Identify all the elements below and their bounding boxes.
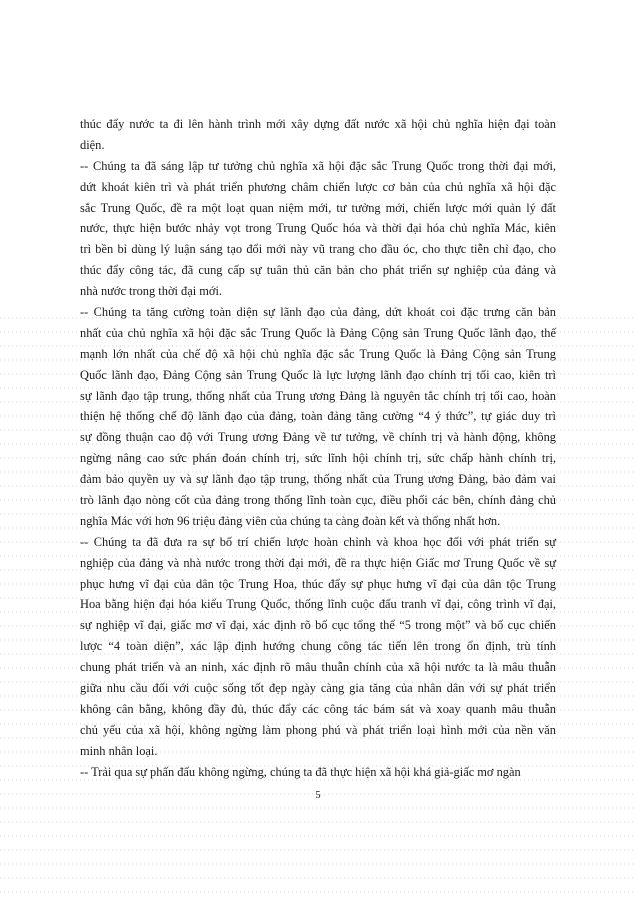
text-line: mạnh lớn nhất của chế độ xã hội chủ nghĩa đặc sắc Trung Quốc là Đảng Cộng sản Trung xyxy=(80,346,556,361)
text-line: sắc Trung Quốc, đề ra một loạt quan niệm mới, tư tưởng mới, chiến lược mới quản lý đất xyxy=(80,200,556,215)
text-line: nhất của chủ nghĩa xã hội đặc sắc Trung Quốc là Đảng Cộng sản Trung Quốc lãnh đạo, thế xyxy=(80,325,556,340)
text-line: -- Chúng ta đã đưa ra sự bố trí chiến lược hoàn chỉnh và khoa học đối với phát triển sự xyxy=(80,534,556,549)
text-line: thúc đẩy nước ta đi lên hành trình mới xây dựng đất nước xã hội chủ nghĩa hiện đại toàn xyxy=(80,117,556,131)
text-line: thúc đẩy công tác, đã cung cấp sự tuân thủ căn bản cho phát triển sự nghiệp của đảng và xyxy=(80,263,556,278)
text-line: giữa nhu cầu đối với cuộc sống tốt đẹp ngày càng gia tăng của nhân dân với sự phát triển xyxy=(80,681,556,696)
text-line: nghiệp của đảng và nhà nước trong thời đại mới, đề ra thực hiện Giấc mơ Trung Quốc về sự xyxy=(80,555,556,570)
text-line: sự nghiệp vĩ đại, giấc mơ vĩ đại, xác định rõ bố cục tổng thể “5 trong một” và bố cục chiến xyxy=(80,618,556,633)
text-line: nhà nước trong thời đại mới. xyxy=(80,284,222,299)
text-line: -- Chúng ta đã sáng lập tư tưởng chủ nghĩa xã hội đặc sắc Trung Quốc trong thời đại mới, xyxy=(80,158,556,173)
text-line: Quốc lãnh đạo, Đảng Cộng sản Trung Quốc là lực lượng lãnh đạo chính trị tối cao, kiên trì xyxy=(80,367,556,382)
text-line: chung phát triển và an ninh, xác định rõ mâu thuẫn chính của xã hội nước ta là mâu thuẫn xyxy=(80,660,556,675)
text-line: phục hưng vĩ đại của dân tộc Trung Hoa, thúc đẩy sự phục hưng vĩ đại của dân tộc Trung xyxy=(80,576,556,591)
text-line: trò lãnh đạo nòng cốt của đảng trong thống lĩnh toàn cục, điều phối các bên, chính đảng chủ xyxy=(80,493,556,508)
text-line: sự đồng thuận cao độ với Trung ương Đảng về tư tưởng, về chính trị và hành động, không xyxy=(80,430,556,445)
text-line: không cân bằng, không đầy đủ, thúc đẩy các công tác bám sát và xoay quanh mâu thuẫn xyxy=(80,701,556,716)
text-line: dứt khoát kiên trì và phát triển phương châm chiến lược cơ bản của chủ nghĩa xã hội đặc xyxy=(80,179,556,194)
page-number: 5 xyxy=(315,790,321,801)
text-line: lược “4 toàn diện”, xác lập định hướng chung công tác tiến lên trong ổn định, trù tính xyxy=(80,639,556,654)
text-line: ngừng nâng cao sức phán đoán chính trị, sức lĩnh hội chính trị, sức chấp hành chính trị, xyxy=(80,451,556,466)
body-text xyxy=(80,114,556,783)
text-line: đảm bảo quyền uy và sự lãnh đạo tập trung, thống nhất của Trung ương Đảng, bảo đảm vai xyxy=(80,472,556,487)
text-line: minh nhân loại. xyxy=(80,743,158,758)
text-line: nghĩa Mác với hơn 96 triệu đảng viên của chúng ta càng đoàn kết và thống nhất hơn. xyxy=(80,513,501,528)
text-line: Hoa bằng hiện đại hóa kiểu Trung Quốc, thống lĩnh cuộc đấu tranh vĩ đại, công trình vĩ đại, xyxy=(80,597,556,612)
text-line: diện. xyxy=(80,137,105,152)
text-line: -- Trải qua sự phấn đấu không ngừng, chúng ta đã thực hiện xã hội khá giả-giấc mơ ngàn xyxy=(80,764,521,779)
text-line: trì bền bỉ dùng lý luận sáng tạo đổi mới này vũ trang cho đầu óc, cho thực tiễn chỉ đạo, cho xyxy=(80,242,556,257)
text-line: -- Chúng ta tăng cường toàn diện sự lãnh đạo của đảng, dứt khoát coi đặc trưng căn bản xyxy=(80,305,556,320)
text-line: chủ yếu của xã hội, không ngừng làm phong phú và phát triển loại hình mới của nền văn xyxy=(80,722,556,737)
text-line: nước, thực hiện bước nhảy vọt trong Trung Quốc hóa và thời đại hóa chủ nghĩa Mác, kiên xyxy=(80,221,556,236)
text-line: thiện hệ thống chế độ lãnh đạo của đảng, toàn đảng tăng cường “4 ý thức”, tự giác duy trì xyxy=(80,409,556,424)
text-line: sự lãnh đạo tập trung, thống nhất của Trung ương Đảng là nguyên tắc chính trị tối cao, hoàn xyxy=(80,388,556,403)
